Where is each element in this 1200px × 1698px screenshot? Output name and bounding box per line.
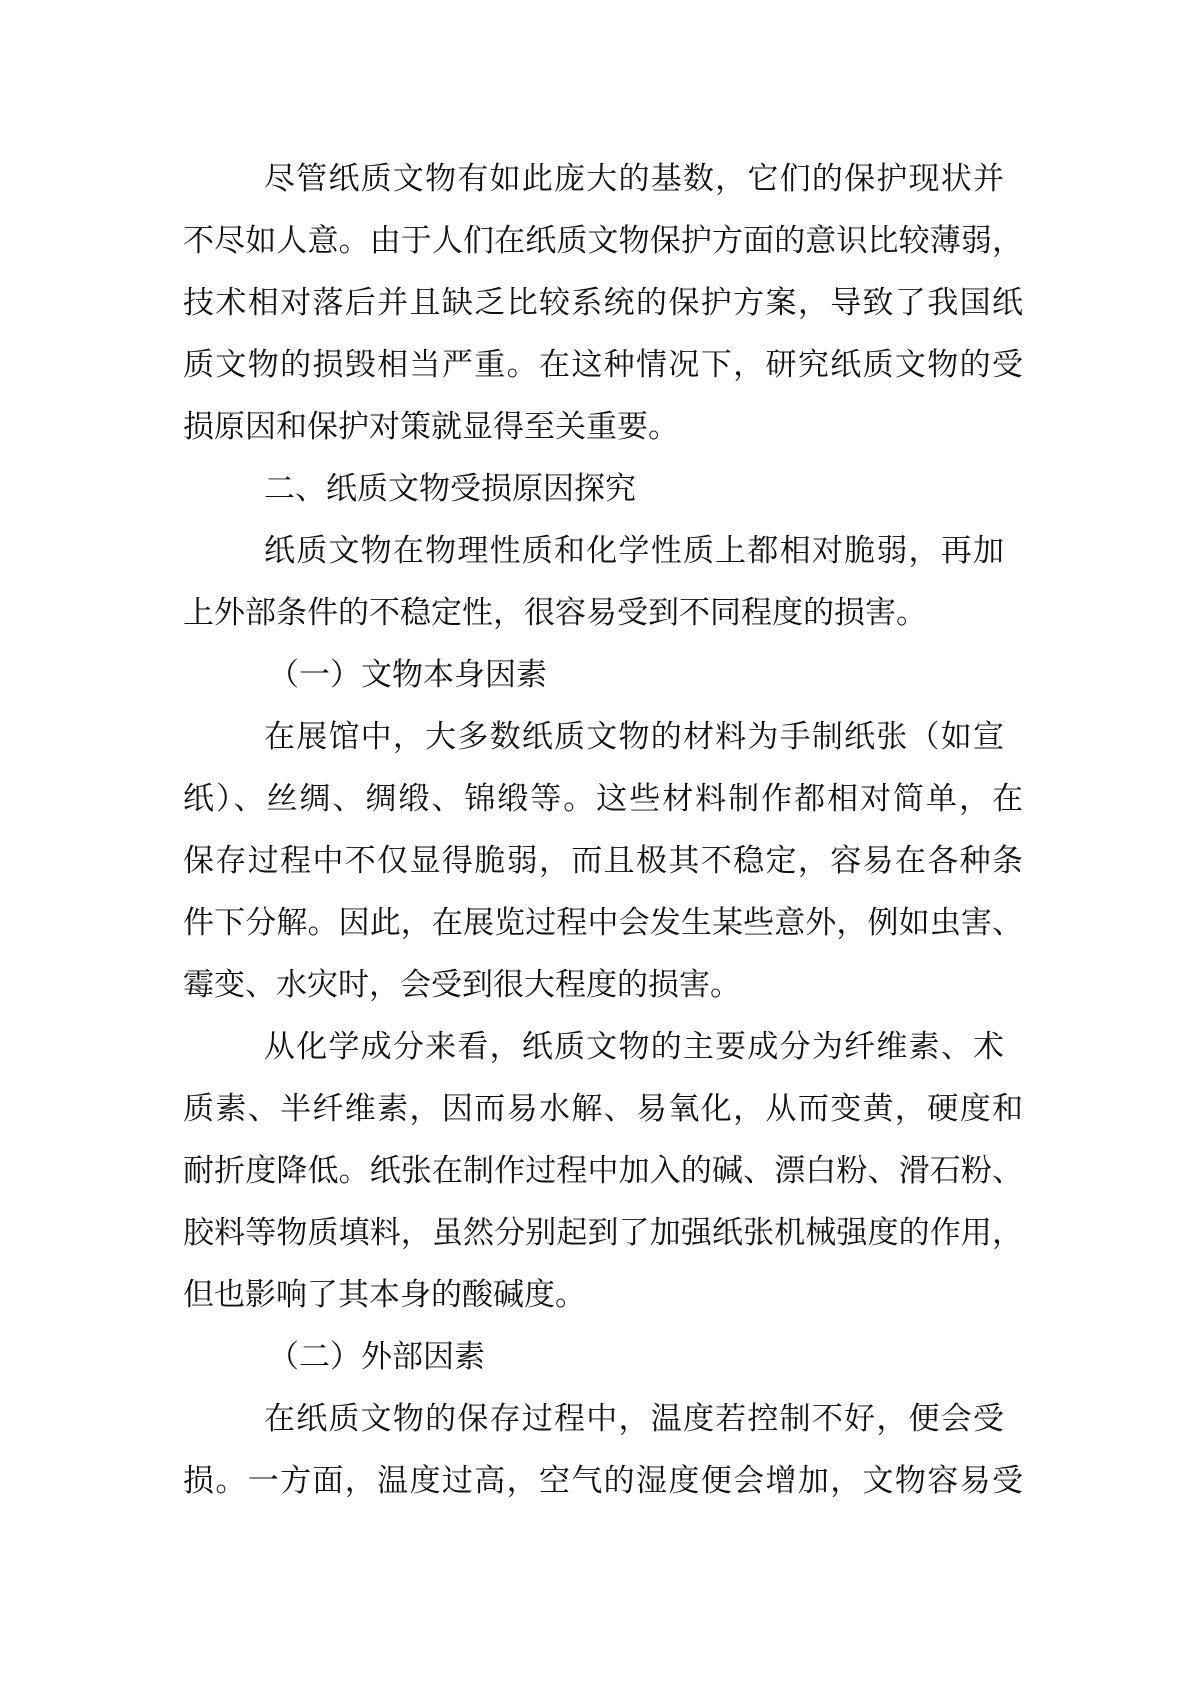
subheading-2: （二）外部因素: [268, 1339, 485, 1375]
paragraph-4-line-4: 胶料等物质填料，虽然分别起到了加强纸张机械强度的作用，: [183, 1215, 1023, 1251]
paragraph-5-line-1: 在纸质文物的保存过程中，温度若控制不好，便会受: [264, 1401, 1004, 1437]
paragraph-1-line-5: 损原因和保护对策就显得至关重要。: [183, 409, 679, 445]
paragraph-1-line-1: 尽管纸质文物有如此庞大的基数，它们的保护现状并: [264, 161, 1004, 197]
paragraph-5-line-2: 损。一方面，温度过高，空气的湿度便会增加，文物容易受: [183, 1463, 1023, 1499]
paragraph-4-line-5: 但也影响了其本身的酸碱度。: [183, 1277, 586, 1313]
paragraph-2-line-2: 上外部条件的不稳定性，很容易受到不同程度的损害。: [183, 595, 927, 631]
paragraph-1-line-4: 质文物的损毁相当严重。在这种情况下，研究纸质文物的受: [183, 347, 1023, 383]
paragraph-2-line-1: 纸质文物在物理性质和化学性质上都相对脆弱，再加: [264, 533, 1004, 569]
paragraph-3-line-5: 霉变、水灾时，会受到很大程度的损害。: [183, 967, 741, 1003]
paragraph-4-line-1: 从化学成分来看，纸质文物的主要成分为纤维素、术: [264, 1029, 1004, 1065]
paragraph-1-line-2: 不尽如人意。由于人们在纸质文物保护方面的意识比较薄弱，: [183, 223, 1023, 259]
paragraph-4-line-2: 质素、半纤维素，因而易水解、易氧化，从而变黄，硬度和: [183, 1091, 1023, 1127]
paragraph-3-line-2: 纸）、丝绸、绸缎、锦缎等。这些材料制作都相对简单，在: [183, 781, 1023, 817]
paragraph-3-line-4: 件下分解。因此，在展览过程中会发生某些意外，例如虫害、: [183, 905, 1023, 941]
paragraph-3-line-1: 在展馆中，大多数纸质文物的材料为手制纸张（如宣: [264, 719, 1004, 755]
subheading-1: （一）文物本身因素: [268, 657, 547, 693]
paragraph-4-line-3: 耐折度降低。纸张在制作过程中加入的碱、漂白粉、滑石粉、: [183, 1153, 1023, 1189]
paragraph-3-line-3: 保存过程中不仅显得脆弱，而且极其不稳定，容易在各种条: [183, 843, 1023, 879]
section-heading-2: 二、纸质文物受损原因探究: [264, 471, 636, 507]
paragraph-1-line-3: 技术相对落后并且缺乏比较系统的保护方案，导致了我国纸: [183, 285, 1023, 321]
